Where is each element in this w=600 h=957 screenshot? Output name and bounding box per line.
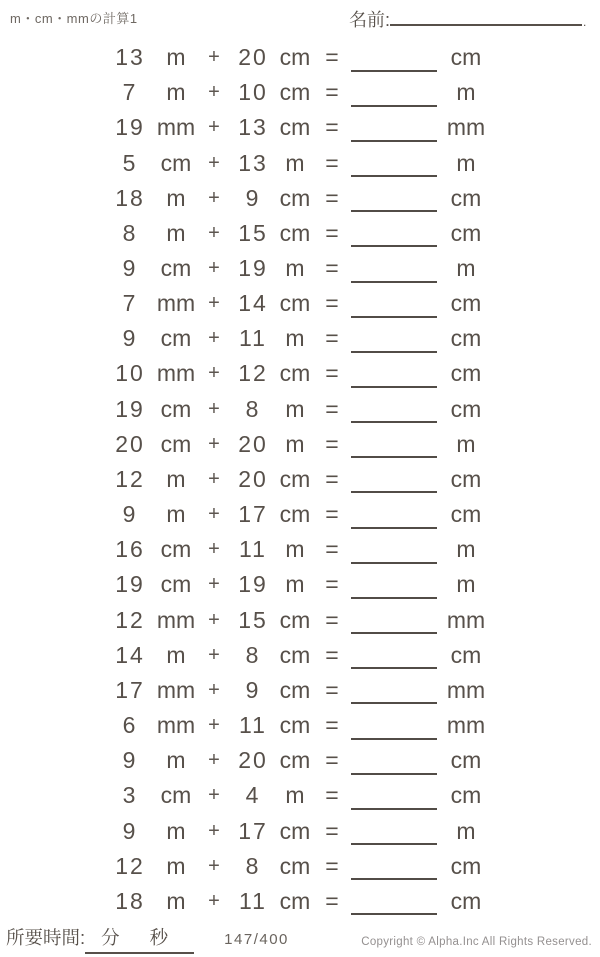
operand2-unit: m — [285, 149, 305, 176]
operand2-value: 19 — [238, 571, 268, 598]
answer-unit: cm — [450, 184, 482, 211]
answer-unit: m — [456, 430, 476, 457]
operand1-unit: cm — [160, 395, 192, 422]
plus-operator: + — [208, 116, 220, 139]
plus-operator: + — [208, 854, 220, 877]
operand2-value: 20 — [238, 44, 268, 71]
answer-blank — [351, 782, 437, 810]
problem-row — [0, 216, 600, 251]
operand1-value: 9 — [122, 325, 138, 352]
operand1-value: 16 — [115, 536, 145, 563]
problem-row — [0, 75, 600, 110]
equals-sign: = — [325, 641, 339, 668]
plus-operator: + — [208, 186, 220, 209]
operand2-unit: cm — [279, 360, 311, 387]
operand1-unit: m — [166, 79, 186, 106]
answer-blank — [351, 536, 437, 564]
operand1-value: 12 — [115, 465, 145, 492]
equals-sign: = — [325, 44, 339, 71]
answer-blank — [351, 149, 437, 177]
problem-row — [0, 603, 600, 638]
plus-operator: + — [208, 292, 220, 315]
equals-sign: = — [325, 325, 339, 352]
operand2-value: 12 — [238, 360, 268, 387]
operand1-unit: m — [166, 44, 186, 71]
operand2-value: 4 — [245, 782, 261, 809]
operand1-value: 9 — [122, 817, 138, 844]
operand1-value: 8 — [122, 219, 138, 246]
plus-operator: + — [208, 819, 220, 842]
operand1-unit: mm — [156, 360, 196, 387]
operand2-value: 15 — [238, 606, 268, 633]
operand2-unit: cm — [279, 747, 311, 774]
operand2-value: 8 — [245, 395, 261, 422]
operand2-unit: cm — [279, 852, 311, 879]
operand1-value: 20 — [115, 430, 145, 457]
problem-row — [0, 849, 600, 884]
operand1-unit: mm — [156, 290, 196, 317]
operand2-unit: cm — [279, 606, 311, 633]
operand1-unit: mm — [156, 712, 196, 739]
equals-sign: = — [325, 255, 339, 282]
operand2-value: 8 — [245, 641, 261, 668]
problem-row — [0, 321, 600, 356]
page-title: m・cm・mmの計算1 — [10, 11, 138, 26]
answer-blank — [351, 360, 437, 388]
operand2-value: 11 — [239, 325, 267, 352]
answer-blank — [351, 290, 437, 318]
answer-unit: m — [456, 79, 476, 106]
answer-blank — [351, 430, 437, 458]
operand2-unit: m — [285, 536, 305, 563]
operand1-value: 19 — [115, 114, 145, 141]
minutes-label: 分 — [101, 927, 120, 948]
answer-blank — [351, 395, 437, 423]
operand1-unit: cm — [160, 536, 192, 563]
operand1-unit: mm — [156, 114, 196, 141]
operand1-unit: cm — [160, 325, 192, 352]
answer-unit: cm — [450, 782, 482, 809]
equals-sign: = — [325, 536, 339, 563]
answer-unit: cm — [450, 747, 482, 774]
operand2-unit: cm — [279, 817, 311, 844]
answer-blank — [351, 79, 437, 107]
equals-sign: = — [325, 184, 339, 211]
answer-unit: cm — [450, 395, 482, 422]
problem-row — [0, 567, 600, 602]
equals-sign: = — [325, 817, 339, 844]
answer-unit: cm — [450, 325, 482, 352]
answer-unit: m — [456, 255, 476, 282]
seconds-label: 秒 — [149, 927, 169, 948]
equals-sign: = — [325, 430, 339, 457]
operand1-unit: m — [166, 887, 186, 914]
operand1-value: 10 — [115, 360, 145, 387]
equals-sign: = — [325, 114, 339, 141]
operand2-unit: m — [285, 255, 305, 282]
answer-unit: mm — [446, 606, 486, 633]
equals-sign: = — [325, 571, 339, 598]
operand1-value: 14 — [115, 641, 145, 668]
answer-unit: cm — [450, 44, 482, 71]
problem-row — [0, 251, 600, 286]
problem-row — [0, 813, 600, 848]
name-blank-line — [390, 6, 582, 26]
plus-operator: + — [208, 46, 220, 69]
operand2-value: 20 — [238, 465, 268, 492]
problem-row — [0, 427, 600, 462]
operand1-value: 7 — [122, 290, 138, 317]
answer-unit: mm — [446, 676, 486, 703]
answer-blank — [351, 712, 437, 740]
plus-operator: + — [208, 608, 220, 631]
operand2-value: 20 — [238, 747, 268, 774]
answer-blank — [351, 887, 437, 915]
operand2-value: 11 — [239, 712, 267, 739]
operand2-unit: cm — [279, 501, 311, 528]
plus-operator: + — [208, 221, 220, 244]
operand1-value: 9 — [122, 255, 138, 282]
problem-row — [0, 286, 600, 321]
equals-sign: = — [325, 852, 339, 879]
answer-unit: m — [456, 817, 476, 844]
equals-sign: = — [325, 887, 339, 914]
operand1-unit: m — [166, 219, 186, 246]
plus-operator: + — [208, 362, 220, 385]
equals-sign: = — [325, 219, 339, 246]
operand1-unit: cm — [160, 430, 192, 457]
operand1-unit: m — [166, 641, 186, 668]
operand1-unit: cm — [160, 571, 192, 598]
time-blank-line — [85, 924, 194, 954]
operand2-value: 9 — [245, 184, 261, 211]
answer-blank — [351, 114, 437, 142]
page-number: 147/400 — [224, 931, 289, 948]
problem-row — [0, 392, 600, 427]
problem-row — [0, 708, 600, 743]
plus-operator: + — [208, 643, 220, 666]
operand1-unit: m — [166, 465, 186, 492]
time-label: 所要時間: — [6, 927, 86, 948]
equals-sign: = — [325, 676, 339, 703]
copyright: Copyright © Alpha.Inc All Rights Reserved. — [361, 936, 592, 948]
operand2-unit: cm — [279, 712, 311, 739]
plus-operator: + — [208, 151, 220, 174]
problem-row — [0, 110, 600, 145]
operand2-value: 20 — [238, 430, 268, 457]
operand2-unit: m — [285, 571, 305, 598]
problem-row — [0, 743, 600, 778]
answer-unit: cm — [450, 290, 482, 317]
operand1-unit: m — [166, 747, 186, 774]
answer-unit: m — [456, 149, 476, 176]
operand2-unit: cm — [279, 465, 311, 492]
plus-operator: + — [208, 784, 220, 807]
operand1-value: 12 — [115, 852, 145, 879]
equals-sign: = — [325, 79, 339, 106]
plus-operator: + — [208, 467, 220, 490]
problem-row — [0, 462, 600, 497]
answer-unit: cm — [450, 641, 482, 668]
operand1-value: 12 — [115, 606, 145, 633]
answer-blank — [351, 852, 437, 880]
plus-operator: + — [208, 538, 220, 561]
operand1-value: 3 — [122, 782, 138, 809]
plus-operator: + — [208, 573, 220, 596]
answer-unit: cm — [450, 465, 482, 492]
answer-unit: cm — [450, 501, 482, 528]
operand1-value: 6 — [122, 712, 138, 739]
name-line-period: . — [583, 15, 587, 29]
operand1-unit: m — [166, 184, 186, 211]
operand1-unit: mm — [156, 676, 196, 703]
equals-sign: = — [325, 395, 339, 422]
equals-sign: = — [325, 782, 339, 809]
equals-sign: = — [325, 149, 339, 176]
name-label: 名前: — [349, 10, 391, 30]
operand1-value: 18 — [115, 184, 145, 211]
problems-list — [0, 40, 600, 919]
name-field — [349, 6, 586, 32]
operand2-unit: cm — [279, 219, 311, 246]
operand2-value: 13 — [238, 114, 268, 141]
problem-row — [0, 673, 600, 708]
equals-sign: = — [325, 747, 339, 774]
answer-unit: mm — [446, 114, 486, 141]
operand2-value: 9 — [245, 676, 261, 703]
plus-operator: + — [208, 432, 220, 455]
problem-row — [0, 778, 600, 813]
operand1-value: 19 — [115, 395, 145, 422]
answer-blank — [351, 325, 437, 353]
problem-row — [0, 145, 600, 180]
answer-blank — [351, 501, 437, 529]
footer — [6, 924, 289, 954]
operand2-value: 13 — [238, 149, 268, 176]
answer-unit: mm — [446, 712, 486, 739]
operand1-unit: mm — [156, 606, 196, 633]
answer-unit: cm — [450, 360, 482, 387]
operand2-unit: cm — [279, 290, 311, 317]
operand2-unit: cm — [279, 79, 311, 106]
answer-blank — [351, 184, 437, 212]
answer-blank — [351, 255, 437, 283]
equals-sign: = — [325, 501, 339, 528]
operand2-unit: m — [285, 325, 305, 352]
answer-blank — [351, 641, 437, 669]
operand1-unit: m — [166, 501, 186, 528]
answer-unit: cm — [450, 887, 482, 914]
equals-sign: = — [325, 606, 339, 633]
answer-blank — [351, 747, 437, 775]
operand2-unit: cm — [279, 641, 311, 668]
plus-operator: + — [208, 503, 220, 526]
answer-blank — [351, 465, 437, 493]
answer-blank — [351, 817, 437, 845]
operand2-unit: m — [285, 430, 305, 457]
operand1-unit: cm — [160, 255, 192, 282]
plus-operator: + — [208, 397, 220, 420]
answer-blank — [351, 676, 437, 704]
equals-sign: = — [325, 465, 339, 492]
operand1-value: 13 — [115, 44, 145, 71]
operand2-value: 15 — [238, 219, 268, 246]
operand1-value: 9 — [122, 747, 138, 774]
problem-row — [0, 181, 600, 216]
problem-row — [0, 40, 600, 75]
answer-unit: cm — [450, 852, 482, 879]
operand2-unit: cm — [279, 184, 311, 211]
operand2-unit: m — [285, 782, 305, 809]
plus-operator: + — [208, 889, 220, 912]
operand1-unit: m — [166, 817, 186, 844]
operand2-unit: cm — [279, 44, 311, 71]
plus-operator: + — [208, 714, 220, 737]
problem-row — [0, 497, 600, 532]
operand1-value: 18 — [115, 887, 145, 914]
answer-blank — [351, 44, 437, 72]
operand1-unit: m — [166, 852, 186, 879]
operand2-value: 17 — [238, 501, 268, 528]
operand1-value: 9 — [122, 501, 138, 528]
answer-unit: m — [456, 536, 476, 563]
answer-blank — [351, 219, 437, 247]
equals-sign: = — [325, 290, 339, 317]
plus-operator: + — [208, 257, 220, 280]
operand2-value: 17 — [238, 817, 268, 844]
plus-operator: + — [208, 327, 220, 350]
problem-row — [0, 356, 600, 391]
operand2-value: 11 — [239, 887, 267, 914]
operand1-value: 17 — [115, 676, 145, 703]
answer-blank — [351, 571, 437, 599]
operand2-value: 8 — [245, 852, 261, 879]
answer-blank — [351, 606, 437, 634]
operand1-value: 7 — [122, 79, 138, 106]
operand2-unit: m — [285, 395, 305, 422]
operand2-value: 19 — [238, 255, 268, 282]
plus-operator: + — [208, 81, 220, 104]
plus-operator: + — [208, 749, 220, 772]
operand1-value: 19 — [115, 571, 145, 598]
operand2-unit: cm — [279, 887, 311, 914]
answer-unit: cm — [450, 219, 482, 246]
operand2-value: 11 — [239, 536, 267, 563]
equals-sign: = — [325, 712, 339, 739]
problem-row — [0, 884, 600, 919]
problem-row — [0, 638, 600, 673]
problem-row — [0, 532, 600, 567]
operand1-unit: cm — [160, 782, 192, 809]
operand2-unit: cm — [279, 114, 311, 141]
answer-unit: m — [456, 571, 476, 598]
operand1-unit: cm — [160, 149, 192, 176]
operand2-value: 14 — [238, 290, 268, 317]
operand2-value: 10 — [238, 79, 268, 106]
operand1-value: 5 — [122, 149, 138, 176]
operand2-unit: cm — [279, 676, 311, 703]
equals-sign: = — [325, 360, 339, 387]
plus-operator: + — [208, 678, 220, 701]
